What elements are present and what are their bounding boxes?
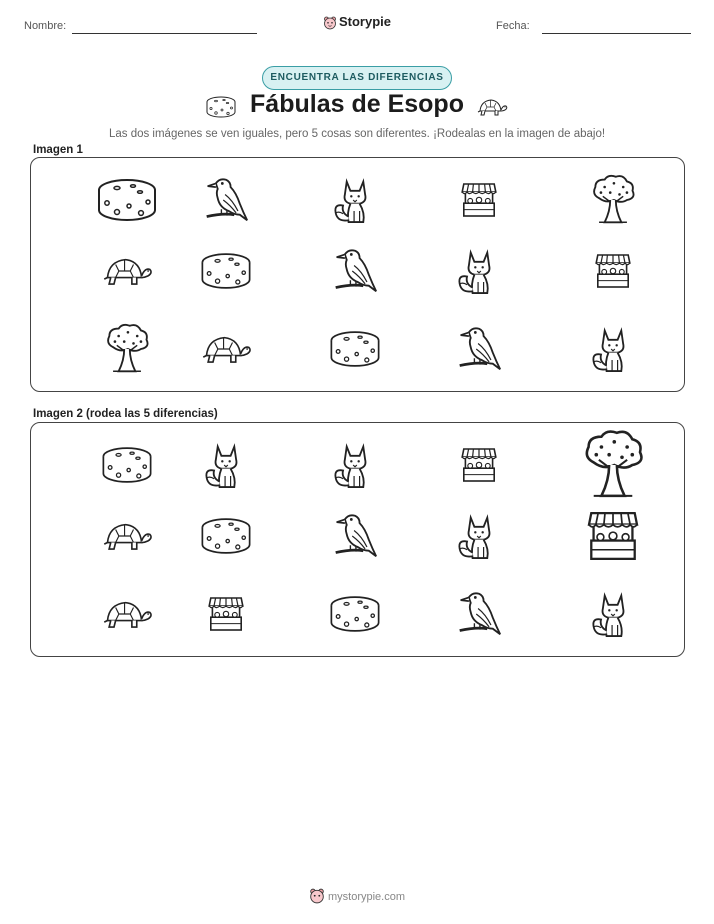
market-stall-icon xyxy=(459,177,499,223)
fox-icon[interactable] xyxy=(332,439,378,491)
tree-icon xyxy=(588,174,638,226)
fox-icon xyxy=(332,174,378,226)
cheese-icon[interactable] xyxy=(199,514,253,558)
brand-logo xyxy=(0,14,714,30)
tortoise-icon[interactable] xyxy=(101,518,153,554)
fox-icon[interactable] xyxy=(590,588,636,640)
tortoise-icon xyxy=(200,331,252,367)
image2-label: Imagen 2 (rodea las 5 diferencias) xyxy=(33,408,218,420)
market-stall-icon[interactable] xyxy=(206,591,246,637)
crow-icon xyxy=(332,245,378,297)
brand-name: Storypie xyxy=(338,14,391,29)
footer-site[interactable]: mystorypie.com xyxy=(327,891,406,903)
cheese-icon xyxy=(328,327,382,371)
cheese-icon[interactable] xyxy=(328,592,382,636)
cheese-icon[interactable] xyxy=(100,443,154,487)
name-line[interactable] xyxy=(72,33,257,34)
image2-panel[interactable] xyxy=(30,422,685,657)
date-label: Fecha: xyxy=(496,20,530,32)
storypie-mascot-icon xyxy=(323,16,337,30)
image1-panel xyxy=(30,157,685,392)
fox-icon[interactable] xyxy=(203,439,249,491)
tortoise-icon xyxy=(476,96,508,118)
name-label: Nombre: xyxy=(24,20,67,32)
tree-icon[interactable] xyxy=(570,429,656,501)
market-stall-icon xyxy=(593,248,633,294)
worksheet-type-badge: ENCUENTRA LAS DIFERENCIAS xyxy=(262,66,452,90)
storypie-mascot-icon xyxy=(309,888,325,904)
crow-icon xyxy=(456,323,502,375)
crow-icon xyxy=(203,174,249,226)
fox-icon xyxy=(456,245,502,297)
date-line[interactable] xyxy=(542,33,691,34)
tree-icon xyxy=(102,323,152,375)
tortoise-icon[interactable] xyxy=(101,596,153,632)
image1-label: Imagen 1 xyxy=(33,144,83,156)
fox-icon xyxy=(590,323,636,375)
instructions: Las dos imágenes se ven iguales, pero 5 cosas son diferentes. ¡Rodealas en la imagen de abajo! xyxy=(108,128,606,140)
cheese-icon xyxy=(95,174,159,226)
fox-icon[interactable] xyxy=(456,510,502,562)
crow-icon[interactable] xyxy=(456,588,502,640)
market-stall-icon[interactable] xyxy=(459,442,499,488)
page-title: Fábulas de Esopo xyxy=(250,90,464,118)
crow-icon[interactable] xyxy=(332,510,378,562)
market-stall-icon[interactable] xyxy=(584,504,642,568)
tortoise-icon xyxy=(101,253,153,289)
cheese-icon xyxy=(199,249,253,293)
footer xyxy=(0,888,714,904)
